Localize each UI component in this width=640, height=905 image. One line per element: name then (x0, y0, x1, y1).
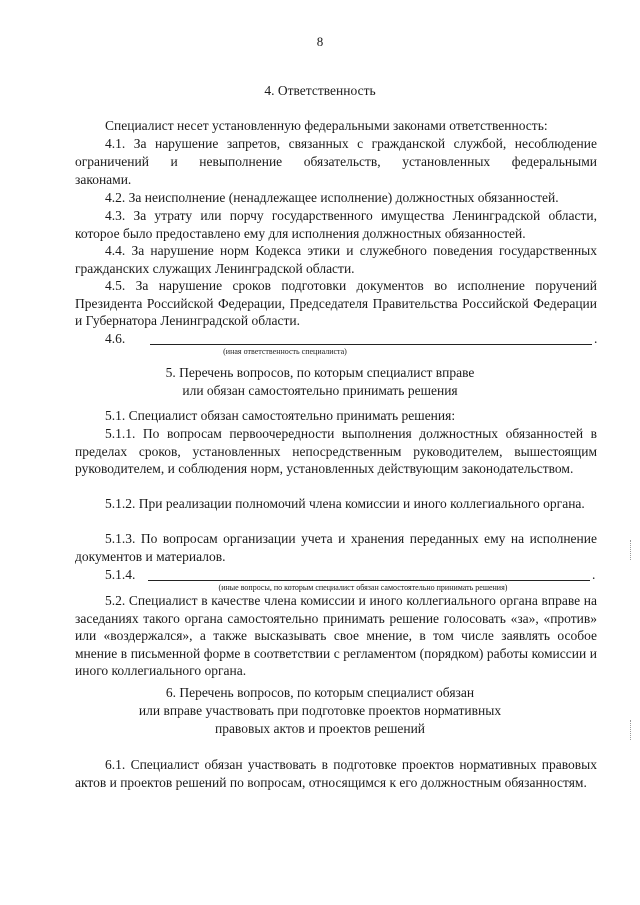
caption-5-1-4: (иные вопросы, по которым специалист обязан самостоятельно принимать решения) (218, 583, 508, 592)
blank-line-4-6 (150, 344, 592, 345)
para-5-1-1: 5.1.1. По вопросам первоочередности выполнения должностных обязанностей в пределах сроков, установленных непосредственным руководителем, вышестоящим руководителем, и соблюдения норм, установленных действующим законодательством. (75, 426, 597, 477)
section-5-title-line1: 5. Перечень вопросов, по которым специалист вправе (165, 365, 475, 380)
para-4-2: 4.2. За неисполнение (ненадлежащее исполнение) должностных обязанностей. (105, 190, 559, 205)
para-6-1: 6.1. Специалист обязан участвовать в подготовке проектов нормативных правовых актов и проектов решений по вопросам, относящимся к его должностным обязанностям. (75, 757, 597, 790)
para-5-2: 5.2. Специалист в качестве члена комиссии и иного коллегиального органа вправе на заседаниях такого органа самостоятельно принимать решение голосовать «за», «против» или «воздержался», а также высказывать свое мнение, в том числе заявлять особое мнение в письменной форме в соответствии с регламентом (порядком) работы комиссии и иного коллегиального органа. (75, 593, 597, 679)
page-number: 8 (316, 34, 324, 49)
para-5-1-3: 5.1.3. По вопросам организации учета и хранения переданных ему на исполнение документов и материалов. (75, 531, 597, 564)
para-4-1-line3: законами. (75, 172, 132, 187)
para-4-1-line1: 4.1. За нарушение запретов, связанных с гражданской службой, несоблюдение (105, 136, 597, 151)
scan-margin-mark-lower (630, 720, 633, 740)
section-5-title-line2: или обязан самостоятельно принимать решения (182, 383, 458, 398)
para-4-5: 4.5. За нарушение сроков подготовки документов во исполнение поручений Президента Российской Федерации, Председателя Правительства Российской Федерации и Губернатора Ленинградской области. (75, 278, 597, 329)
scan-margin-mark (630, 540, 633, 560)
para-4-1-line2: ограничений и невыполнение обязательств, установленных федеральными (75, 154, 597, 169)
section-4-title: 4. Ответственность (264, 83, 376, 98)
caption-4-6: (иная ответственность специалиста) (223, 347, 347, 356)
para-4-6-label: 4.6. (105, 331, 126, 346)
section-6-title-line3: правовых актов и проектов решений (214, 721, 426, 736)
section-6-title-line1: 6. Перечень вопросов, по которым специалист обязан (165, 685, 475, 700)
blank-line-5-1-4 (148, 580, 590, 581)
para-5-1-4-end: . (592, 567, 596, 582)
para-5-1-4-label: 5.1.4. (105, 567, 136, 582)
para-4-3: 4.3. За утрату или порчу государственного имущества Ленинградской области, которое было предоставлено ему для исполнения должностных обязанностей. (75, 208, 597, 241)
para-4-6-end: . (594, 331, 598, 346)
para-5-1: 5.1. Специалист обязан самостоятельно принимать решения: (105, 408, 456, 423)
para-5-1-2: 5.1.2. При реализации полномочий члена комиссии и иного коллегиального органа. (105, 496, 585, 511)
section-4-intro: Специалист несет установленную федеральными законами ответственность: (105, 118, 548, 133)
section-6-title-line2: или вправе участвовать при подготовке проектов нормативных (138, 703, 502, 718)
para-4-4: 4.4. За нарушение норм Кодекса этики и служебного поведения государственных гражданских служащих Ленинградской области. (75, 243, 597, 276)
